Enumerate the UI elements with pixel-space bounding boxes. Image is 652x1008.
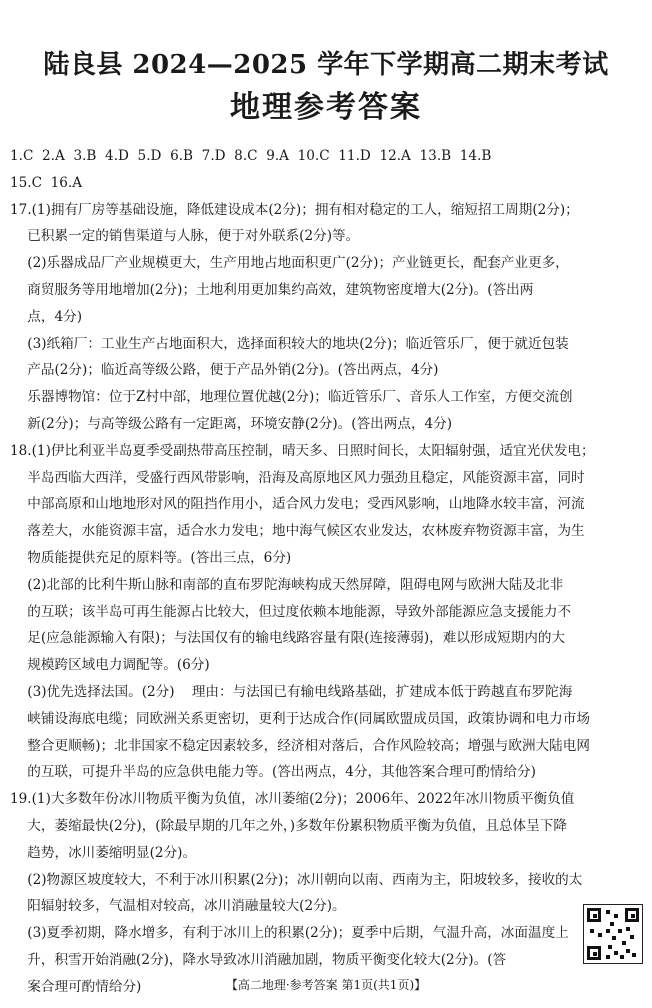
answer-line: 中部高原和山地地形对风的阻挡作用小，适合风力发电；受西风影响，山地降水较丰富，河流 xyxy=(10,496,585,513)
answer-line: 物质能提供充足的原料等。(答出三点，6分) xyxy=(10,549,292,566)
answer-line: 新(2分)；与高等级公路有一定距离，环境安静(2分)。(答出两点，4分) xyxy=(10,415,453,432)
qr-finder-icon xyxy=(587,946,601,960)
answer-line: 趋势，冰川萎缩明显(2分)。 xyxy=(10,844,197,861)
exam-title: 陆良县 2024—2025 学年下学期高二期末考试 xyxy=(43,50,609,80)
answer-line: 点，4分) xyxy=(10,308,83,325)
answer-line: 峡铺设海底电缆；同欧洲关系更密切，更利于达成合作(同属欧盟成员国，政策协调和电力市场 xyxy=(10,710,590,727)
answer-line: (3)纸箱厂：工业生产占地面积大，选择面积较大的地块(2分)；临近管乐厂，便于就近包装 xyxy=(10,335,569,352)
answer-line: 18.(1)伊比利亚半岛夏季受副热带高压控制，晴天多、日照时间长，太阳辐射强，适宜光伏发电； xyxy=(10,442,595,459)
answer-line: 1.C 2.A 3.B 4.D 5.D 6.B 7.D 8.C 9.A 10.C 11.D 12.A 13.B 14.B xyxy=(10,148,492,164)
answer-line: 整合更顺畅)；北非国家不稳定因素较多，经济相对落后，合作风险较高；增强与欧洲大陆电网 xyxy=(10,737,590,754)
answer-body xyxy=(10,143,635,1001)
answer-line: 落差大，水能资源丰富，适合水力发电；地中海气候区农业发达，农林废弃物资源丰富，为生 xyxy=(10,523,585,540)
page-footer: 【高二地理·参考答案 第1页(共1页)】 xyxy=(225,978,427,992)
answer-line: 的互联；该半岛可再生能源占比较大，但过度依赖本地能源，导致外部能源应急支援能力不 xyxy=(10,603,572,620)
answer-line: 半岛西临大西洋，受盛行西风带影响，沿海及高原地区风力强劲且稳定，风能资源丰富，同时 xyxy=(10,469,585,486)
answer-line: (2)北部的比利牛斯山脉和南部的直布罗陀海峡构成天然屏障，阻碍电网与欧洲大陆及北非 xyxy=(10,576,564,593)
answer-line: 已积累一定的销售渠道与人脉，便于对外联系(2分)等。 xyxy=(10,228,360,245)
answer-line: (3)夏季初期，降水增多，有利于冰川上的积累(2分)；夏季中后期，气温升高，冰面温度上 xyxy=(10,925,569,942)
qr-finder-icon xyxy=(625,908,639,922)
answer-line: (2)乐器成品厂产业规模更大，生产用地占地面积更广(2分)；产业链更长，配套产业更多， xyxy=(10,255,569,272)
answer-line: 乐器博物馆：位于Z村中部，地理位置优越(2分)；临近管乐厂、音乐人工作室，方便交流创 xyxy=(10,389,573,406)
answer-line: 升，积雪开始消融(2分)，降水导致冰川消融加剧，物质平衡变化较大(2分)。(答 xyxy=(10,951,507,968)
answer-line: 大，萎缩最快(2分)，(除最早期的几年之外，)多数年份累积物质平衡为负值，且总体呈下降 xyxy=(10,817,567,834)
answer-line: 阳辐射较多，气温相对较高，冰川消融量较大(2分)。 xyxy=(10,898,346,915)
answer-line: (2)物源区坡度较大，不利于冰川积累(2分)；冰川朝向以南、西南为主，阳坡较多，接收的太 xyxy=(10,871,583,888)
answer-key-title: 地理参考答案 xyxy=(230,90,422,125)
answer-line: 17.(1)拥有厂房等基础设施，降低建设成本(2分)；拥有相对稳定的工人，缩短招工周期(2分)； xyxy=(10,201,579,218)
answer-line: 产品(2分)；临近高等级公路，便于产品外销(2分)。(答出两点，4分) xyxy=(10,362,439,379)
qr-finder-icon xyxy=(587,908,601,922)
qr-code-icon xyxy=(583,904,643,964)
answer-line: 规模跨区域电力调配等。(6分) xyxy=(10,657,210,674)
answer-line: 足(应急能源输入有限)；与法国仅有的输电线路容量有限(连接薄弱)，难以形成短期内的大 xyxy=(10,630,566,647)
answer-line: 商贸服务等用地增加(2分)；土地利用更加集约高效，建筑物密度增大(2分)。(答出两 xyxy=(10,281,534,298)
answer-line: 案合理可酌情给分) xyxy=(10,978,142,995)
answer-line: (3)优先选择法国。(2分) 理由：与法国已有输电线路基础，扩建成本低于跨越直布罗陀海 xyxy=(10,683,573,700)
answer-line: 15.C 16.A xyxy=(10,174,83,191)
answer-line: 的互联，可提升半岛的应急供电能力等。(答出两点，4分，其他答案合理可酌情给分) xyxy=(10,764,536,781)
answer-line: 19.(1)大多数年份冰川物质平衡为负值，冰川萎缩(2分)；2006年、2022年冰川物质平衡负值 xyxy=(10,791,575,808)
